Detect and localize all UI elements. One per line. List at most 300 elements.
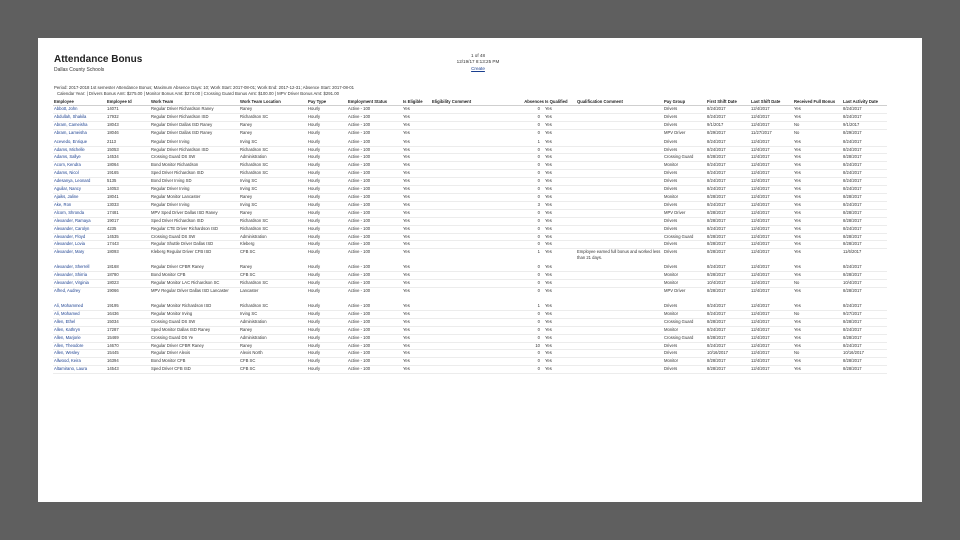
table-cell: 9/27/2017 — [842, 310, 887, 318]
table-cell: 12/4/2017 — [750, 113, 793, 121]
table-cell: Yes — [544, 342, 576, 350]
table-cell — [431, 280, 512, 288]
table-cell: Regular Driver Richardson ISD — [150, 146, 239, 154]
table-cell: Yes — [402, 138, 431, 146]
table-cell — [576, 106, 663, 114]
table-cell: Regular Driver CFBR Raney — [150, 263, 239, 271]
table-cell: 10/4/2017 — [842, 280, 887, 288]
table-cell: 8/24/2017 — [706, 162, 750, 170]
table-cell: Yes — [544, 318, 576, 326]
table-cell: 12/4/2017 — [750, 209, 793, 217]
table-row — [53, 302, 887, 310]
table-cell: 0 — [512, 193, 544, 201]
column-header[interactable]: Eligibility Comment — [431, 97, 512, 106]
table-cell: 0 — [512, 209, 544, 217]
table-cell: 8/28/2017 — [706, 217, 750, 225]
table-cell: 11/27/2017 — [750, 129, 793, 137]
table-cell: Active - 100 — [347, 225, 402, 233]
table-cell: 8/24/2017 — [706, 178, 750, 186]
table-cell: Hourly — [307, 113, 347, 121]
employee-link[interactable]: Ali, Mohammed — [53, 302, 106, 310]
table-cell: 10/16/2017 — [842, 350, 887, 358]
table-cell — [431, 310, 512, 318]
table-cell: Drivers — [663, 302, 706, 310]
table-cell: 8/24/2017 — [706, 225, 750, 233]
table-cell: Active - 100 — [347, 170, 402, 178]
column-header[interactable]: First Shift Date — [706, 97, 750, 106]
table-cell — [576, 263, 663, 271]
table-cell: Lancaster — [239, 288, 307, 303]
table-cell: Yes — [544, 263, 576, 271]
table-cell — [431, 106, 512, 114]
table-cell: 8/24/2017 — [706, 106, 750, 114]
table-row — [53, 154, 887, 162]
column-header[interactable]: Qualification Comment — [576, 97, 663, 106]
table-cell: Hourly — [307, 121, 347, 129]
table-cell: 8/24/2017 — [842, 178, 887, 186]
table-cell: Active - 100 — [347, 121, 402, 129]
table-cell — [576, 288, 663, 303]
table-cell — [431, 146, 512, 154]
table-cell: 17481 — [106, 209, 150, 217]
table-cell: 0 — [512, 310, 544, 318]
table-cell: Raney — [239, 209, 307, 217]
table-cell: 18023 — [106, 280, 150, 288]
column-header[interactable]: Is Qualified — [544, 97, 576, 106]
table-cell: Yes — [402, 318, 431, 326]
table-cell: Yes — [402, 272, 431, 280]
table-cell: Irving SC — [239, 178, 307, 186]
table-cell: Yes — [402, 146, 431, 154]
report-subtitle: Dallas County Schools — [54, 67, 105, 73]
table-cell: 8/28/2017 — [706, 233, 750, 241]
employee-link[interactable]: Alexander, Shirria — [53, 272, 106, 280]
table-cell: 12/4/2017 — [750, 358, 793, 366]
employee-link[interactable]: Ajaiks, Jaline — [53, 193, 106, 201]
table-cell: Yes — [402, 113, 431, 121]
table-cell: Monitor — [663, 280, 706, 288]
table-row — [53, 225, 887, 233]
employee-link[interactable]: Adesanya, Leonard — [53, 178, 106, 186]
table-cell: Raney — [239, 263, 307, 271]
table-cell: Sped Driver CFB ISD — [150, 366, 239, 374]
table-cell: Active - 100 — [347, 201, 402, 209]
table-cell: Yes — [544, 350, 576, 358]
table-cell: Yes — [544, 241, 576, 249]
table-cell: 13033 — [106, 201, 150, 209]
table-cell — [576, 225, 663, 233]
table-cell: Active - 100 — [347, 193, 402, 201]
employee-link[interactable]: Abram, Lameisha — [53, 129, 106, 137]
table-cell: Active - 100 — [347, 326, 402, 334]
table-cell: 0 — [512, 272, 544, 280]
table-cell: Drivers — [663, 201, 706, 209]
table-cell: Yes — [793, 106, 842, 114]
table-cell: 9/1/2017 — [842, 121, 887, 129]
table-cell: Sped Driver Richardson ISD — [150, 170, 239, 178]
table-cell: 14670 — [106, 342, 150, 350]
table-cell: Hourly — [307, 288, 347, 303]
table-cell: 10 — [512, 342, 544, 350]
table-cell: 11/6/2017 — [842, 249, 887, 264]
table-cell: Yes — [402, 263, 431, 271]
table-cell: 5135 — [106, 178, 150, 186]
table-cell: 12/4/2017 — [750, 310, 793, 318]
employee-link[interactable]: Abbott, John — [53, 106, 106, 114]
table-cell: MPV Driver — [663, 209, 706, 217]
table-cell: 1 — [512, 249, 544, 264]
table-cell — [431, 186, 512, 194]
table-cell: 9/1/2017 — [706, 121, 750, 129]
table-cell: 0 — [512, 129, 544, 137]
table-cell: 12/4/2017 — [750, 170, 793, 178]
table-row — [53, 241, 887, 249]
table-cell: Regular Monitor Irving — [150, 310, 239, 318]
employee-link[interactable]: Alexander, Mary — [53, 249, 106, 264]
column-header[interactable]: Employee — [53, 97, 106, 106]
table-cell: Yes — [544, 193, 576, 201]
employee-link[interactable]: Acevedo, Enrique — [53, 138, 106, 146]
column-header[interactable]: Pay Group — [663, 97, 706, 106]
table-row — [53, 350, 887, 358]
employee-link[interactable]: Alexander, Lovia — [53, 241, 106, 249]
page-number: 1 of 48 — [470, 53, 486, 58]
table-cell: Yes — [793, 334, 842, 342]
table-cell: 12/4/2017 — [750, 146, 793, 154]
table-cell — [576, 146, 663, 154]
table-cell: 0 — [512, 334, 544, 342]
table-cell: 8/24/2017 — [706, 201, 750, 209]
column-header[interactable]: Employee Id — [106, 97, 150, 106]
table-cell — [576, 193, 663, 201]
table-cell: Monitor — [663, 193, 706, 201]
table-cell: 2113 — [106, 138, 150, 146]
table-cell: Yes — [402, 154, 431, 162]
table-cell: Richardson SC — [239, 217, 307, 225]
table-cell: 8/24/2017 — [706, 146, 750, 154]
table-cell — [576, 138, 663, 146]
employee-link[interactable]: Adams, Sallye — [53, 154, 106, 162]
table-cell: Raney — [239, 121, 307, 129]
table-cell: Hourly — [307, 162, 347, 170]
table-cell: 15034 — [106, 318, 150, 326]
table-cell: Active - 100 — [347, 272, 402, 280]
table-row — [53, 263, 887, 271]
table-cell: 8/24/2017 — [706, 342, 750, 350]
employee-link[interactable]: Allen, Marjorie — [53, 334, 106, 342]
table-cell: Yes — [402, 209, 431, 217]
table-cell: Yes — [402, 334, 431, 342]
table-cell: 1 — [512, 138, 544, 146]
table-cell: Active - 100 — [347, 138, 402, 146]
table-cell: Drivers — [663, 106, 706, 114]
employee-link[interactable]: Alexander, Carolyn — [53, 225, 106, 233]
table-cell: Regular Monitor Lancaster — [150, 193, 239, 201]
table-cell: 18168 — [106, 263, 150, 271]
table-cell: Regular Driver Richardson Raney — [150, 106, 239, 114]
table-cell: 12/4/2017 — [750, 225, 793, 233]
table-cell: 8/28/2017 — [842, 318, 887, 326]
table-cell: Yes — [793, 146, 842, 154]
table-cell: 8/28/2017 — [842, 288, 887, 303]
employee-link[interactable]: Abdullah, Shakila — [53, 113, 106, 121]
table-cell: Yes — [544, 217, 576, 225]
table-cell: Yes — [402, 326, 431, 334]
employee-link[interactable]: Alfred, Audrey — [53, 288, 106, 303]
table-cell: 14534 — [106, 154, 150, 162]
table-cell: 17287 — [106, 326, 150, 334]
table-cell: Hourly — [307, 106, 347, 114]
table-cell — [431, 334, 512, 342]
create-link[interactable]: Create — [471, 65, 485, 71]
table-cell: Hourly — [307, 318, 347, 326]
table-cell — [431, 263, 512, 271]
table-cell: Yes — [793, 249, 842, 264]
table-cell: Yes — [402, 366, 431, 374]
table-cell: 0 — [512, 366, 544, 374]
table-row — [53, 366, 887, 374]
table-cell: Crossing Guard — [663, 318, 706, 326]
table-cell: Active - 100 — [347, 113, 402, 121]
table-cell: MPV Sped Driver Dallas ISD Raney — [150, 209, 239, 217]
column-header[interactable]: Received Full Bonus — [793, 97, 842, 106]
table-cell: Yes — [793, 263, 842, 271]
table-cell: Yes — [793, 178, 842, 186]
table-cell: 8/29/2017 — [706, 129, 750, 137]
table-cell: Active - 100 — [347, 310, 402, 318]
table-cell — [576, 201, 663, 209]
table-cell: 12/4/2017 — [750, 241, 793, 249]
table-cell: Yes — [544, 280, 576, 288]
table-row — [53, 249, 887, 264]
table-cell: 8/28/2017 — [842, 241, 887, 249]
table-cell: Hourly — [307, 129, 347, 137]
table-cell — [576, 342, 663, 350]
table-cell: Yes — [402, 241, 431, 249]
table-cell: Yes — [793, 233, 842, 241]
report-page — [38, 38, 922, 502]
table-cell: 0 — [512, 225, 544, 233]
table-cell: Drivers — [663, 366, 706, 374]
table-cell: 12/4/2017 — [750, 288, 793, 303]
table-cell: 8/28/2017 — [842, 193, 887, 201]
table-row — [53, 121, 887, 129]
table-cell: 0 — [512, 288, 544, 303]
table-cell: Raney — [239, 193, 307, 201]
table-cell: Regular Driver CFBR Raney — [150, 342, 239, 350]
table-cell: Raney — [239, 326, 307, 334]
table-cell: Administration — [239, 154, 307, 162]
employee-link[interactable]: Ali, Mohamed — [53, 310, 106, 318]
table-cell: Yes — [544, 154, 576, 162]
table-cell — [431, 350, 512, 358]
column-header[interactable]: Pay Type — [307, 97, 347, 106]
table-row — [53, 280, 887, 288]
table-cell: 12/4/2017 — [750, 318, 793, 326]
table-cell: 8/24/2017 — [842, 162, 887, 170]
table-cell: 8/28/2017 — [842, 358, 887, 366]
table-cell: Crossing Guard — [663, 233, 706, 241]
table-cell: Drivers — [663, 170, 706, 178]
table-cell: 0 — [512, 178, 544, 186]
table-cell: Active - 100 — [347, 233, 402, 241]
table-cell: 12/4/2017 — [750, 106, 793, 114]
table-cell: Hourly — [307, 217, 347, 225]
table-cell: Regular Monitor Richardson ISD — [150, 302, 239, 310]
table-cell — [576, 350, 663, 358]
table-row — [53, 129, 887, 137]
table-cell: Drivers — [663, 217, 706, 225]
employee-link[interactable]: Alexander, Sherrell — [53, 263, 106, 271]
table-cell: Yes — [793, 241, 842, 249]
table-cell: 8/24/2017 — [842, 225, 887, 233]
table-row — [53, 318, 887, 326]
table-cell: 14053 — [106, 186, 150, 194]
employee-link[interactable]: Altamirano, Laura — [53, 366, 106, 374]
table-cell: 12/4/2017 — [750, 193, 793, 201]
table-cell — [431, 342, 512, 350]
table-cell: Irving SC — [239, 186, 307, 194]
table-cell: Yes — [402, 310, 431, 318]
table-cell: 8/28/2017 — [706, 334, 750, 342]
table-cell: Yes — [793, 366, 842, 374]
table-cell: 8/24/2017 — [842, 302, 887, 310]
table-header-row — [53, 97, 887, 106]
table-cell: Hourly — [307, 233, 347, 241]
table-cell: 12/4/2017 — [750, 249, 793, 264]
table-cell — [576, 121, 663, 129]
table-cell: 8/28/2017 — [706, 288, 750, 303]
table-cell: Drivers — [663, 241, 706, 249]
column-header[interactable]: Work Team — [150, 97, 239, 106]
table-cell: No — [793, 350, 842, 358]
table-cell: Drivers — [663, 186, 706, 194]
table-cell: Active - 100 — [347, 178, 402, 186]
employee-link[interactable]: Aguilar, Nancy — [53, 186, 106, 194]
employee-link[interactable]: Adams, Nicol — [53, 170, 106, 178]
table-cell: Yes — [544, 201, 576, 209]
column-header[interactable]: Is Eligible — [402, 97, 431, 106]
column-header[interactable]: Absences — [512, 97, 544, 106]
employee-link[interactable]: Alcorn, Shronda — [53, 209, 106, 217]
table-cell: Hourly — [307, 334, 347, 342]
table-cell: 16436 — [106, 310, 150, 318]
table-cell — [431, 113, 512, 121]
table-cell: 12/4/2017 — [750, 350, 793, 358]
table-cell: 12/4/2017 — [750, 217, 793, 225]
table-cell: Yes — [793, 209, 842, 217]
table-cell: 14543 — [106, 366, 150, 374]
column-header[interactable]: Employment Status — [347, 97, 402, 106]
table-cell: Administration — [239, 318, 307, 326]
employee-link[interactable]: Allen, Theodore — [53, 342, 106, 350]
employee-link[interactable]: Allen, Kathryn — [53, 326, 106, 334]
table-cell: Monitor — [663, 358, 706, 366]
table-cell: 0 — [512, 233, 544, 241]
table-cell: Drivers — [663, 138, 706, 146]
table-row — [53, 162, 887, 170]
table-cell: Regular Driver Irving — [150, 138, 239, 146]
employee-link[interactable]: Alexander, Virginia — [53, 280, 106, 288]
table-cell: 0 — [512, 350, 544, 358]
table-cell: 12/4/2017 — [750, 326, 793, 334]
employee-link[interactable]: Acorn, Kendra — [53, 162, 106, 170]
table-cell: Bond Monitor CFB — [150, 272, 239, 280]
table-cell: Active - 100 — [347, 288, 402, 303]
run-timestamp: 12/19/17 8:13:25 PM — [456, 59, 500, 65]
table-cell — [431, 249, 512, 264]
employee-link[interactable]: Allwood, Keira — [53, 358, 106, 366]
table-cell: Yes — [402, 162, 431, 170]
table-cell: Richardson SC — [239, 302, 307, 310]
table-cell: Irving SC — [239, 310, 307, 318]
table-cell: 0 — [512, 358, 544, 366]
table-cell: Regular Driver Richardson ISD — [150, 113, 239, 121]
table-cell: Crossing Guard DS SW — [150, 154, 239, 162]
employee-link[interactable]: Allen, Wesley — [53, 350, 106, 358]
employee-link[interactable]: Allen, Ethel — [53, 318, 106, 326]
table-cell — [576, 272, 663, 280]
column-header[interactable]: Last Activity Date — [842, 97, 887, 106]
employee-link[interactable]: Adams, Michelle — [53, 146, 106, 154]
table-cell: 15053 — [106, 146, 150, 154]
table-cell: Yes — [402, 350, 431, 358]
employee-link[interactable]: Abram, Cameisha — [53, 121, 106, 129]
table-cell: Hourly — [307, 225, 347, 233]
table-cell: 17443 — [106, 241, 150, 249]
table-cell: Crossing Guard DS SW — [150, 233, 239, 241]
table-cell: Yes — [544, 358, 576, 366]
table-cell — [431, 217, 512, 225]
table-row — [53, 138, 887, 146]
table-cell: Sped Monitor Dallas ISD Raney — [150, 326, 239, 334]
employee-link[interactable]: Alexander, Ramaya — [53, 217, 106, 225]
table-cell: Richardson SC — [239, 146, 307, 154]
table-cell: 8/24/2017 — [842, 186, 887, 194]
table-cell: Hourly — [307, 272, 347, 280]
table-cell: Active - 100 — [347, 249, 402, 264]
table-cell: 12/4/2017 — [750, 334, 793, 342]
table-cell: Richardson SC — [239, 162, 307, 170]
table-cell: 12/4/2017 — [750, 342, 793, 350]
table-cell: 8/28/2017 — [706, 154, 750, 162]
column-header[interactable]: Work Team Location — [239, 97, 307, 106]
table-cell: Yes — [793, 302, 842, 310]
table-cell: 0 — [512, 106, 544, 114]
table-cell: 0 — [512, 186, 544, 194]
table-cell: 8/24/2017 — [706, 326, 750, 334]
table-row — [53, 310, 887, 318]
column-header[interactable]: Last Shift Date — [750, 97, 793, 106]
table-cell: 19195 — [106, 302, 150, 310]
table-cell: Hourly — [307, 138, 347, 146]
table-cell — [576, 113, 663, 121]
employee-link[interactable]: Ake, Ron — [53, 201, 106, 209]
parameters-line-2: Calendar Year: | Drivers Bonus Amt: $275.00 | Monitor Bonus Amt: $274.00 | Crossing Guard Bonus Amt: $100.00 | MPV Driver Bonus Amt: $291.00 — [57, 90, 340, 96]
table-cell: 8/28/2017 — [706, 358, 750, 366]
employee-link[interactable]: Alexander, Floyd — [53, 233, 106, 241]
table-cell: 4235 — [106, 225, 150, 233]
table-cell: Hourly — [307, 154, 347, 162]
table-cell: 12/4/2017 — [750, 178, 793, 186]
table-cell: 8/24/2017 — [706, 170, 750, 178]
table-cell: Richardson SC — [239, 280, 307, 288]
table-cell: 0 — [512, 113, 544, 121]
table-cell: 12/4/2017 — [750, 272, 793, 280]
table-cell — [431, 272, 512, 280]
table-cell: 8/28/2017 — [842, 217, 887, 225]
table-cell: Administration — [239, 334, 307, 342]
